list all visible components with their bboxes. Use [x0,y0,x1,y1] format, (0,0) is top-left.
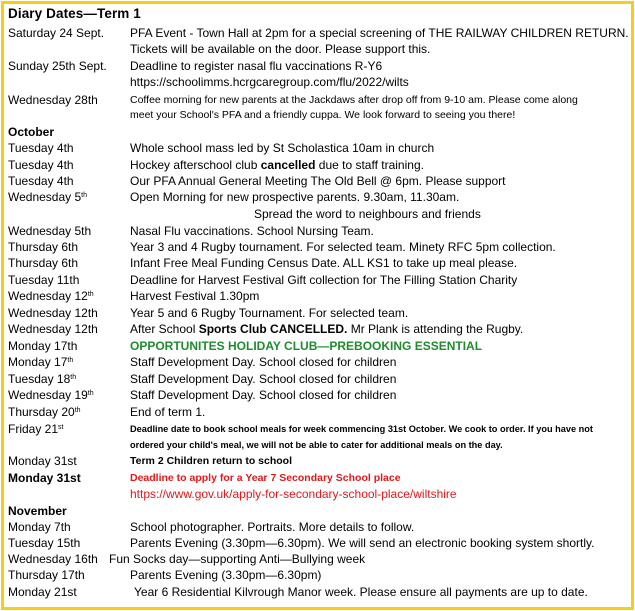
row-date: Saturday 24 Sept. [8,26,105,40]
row-event: Parents Evening (3.30pm—6.30pm) [130,568,322,582]
row-event-line2: ordered your child's meal, we will not be able to cater for additional meals on the day. [130,440,503,450]
row-event-part: due to staff training. [315,158,424,172]
row-event: Staff Development Day. School closed for children [130,388,397,402]
row-date-text: Wednesday 19 [8,388,88,402]
row-event-part: Hockey afterschool club [130,158,261,172]
row-event-line2: Spread the word to neighbours and friends [254,207,481,221]
row-date-text: Wednesday 12 [8,289,88,303]
row-date-text: Wednesday 5 [8,190,82,204]
row-event: Year 5 and 6 Rugby Tournament. For selected team. [130,306,409,320]
row-event: Coffee morning for new parents at the Jackdaws after drop off from 9-10 am. Please come along [130,94,578,106]
row-date: Sunday 25th Sept. [8,59,107,73]
row-event-part: Mr Plank is attending the Rugby. [347,322,524,336]
row-date [8,405,81,420]
row-date-text: Tuesday 18 [8,372,71,386]
diary-title: Diary Dates—Term 1 [8,6,141,21]
diary-dates-panel [1,1,634,610]
row-event: End of term 1. [130,405,206,419]
row-date: Wednesday 5th [8,224,92,238]
sports-club-cancelled: Sports Club CANCELLED. [198,322,348,336]
row-event: Parents Evening (3.30pm—6.30pm). We will send an electronic booking system shortly. [130,536,595,550]
row-date: Thursday 17th [8,568,85,582]
row-event: Staff Development Day. School closed for children [130,372,397,386]
row-date: Monday 21st [8,585,77,599]
row-event: Our PFA Annual General Meeting The Old Bell @ 6pm. Please support [130,174,506,188]
row-event [130,158,424,173]
row-date [8,190,87,205]
row-date: Monday 31st [8,471,81,485]
row-date-suffix: th [81,192,88,199]
row-date: Wednesday 12th [8,322,98,336]
section-heading-october: October [8,125,55,139]
section-heading-november: November [8,504,67,518]
row-date-suffix: th [67,357,74,364]
row-event: Nasal Flu vaccinations. School Nursing Team. [130,224,374,238]
row-date-suffix: th [87,291,94,298]
row-event: Deadline to register nasal flu vaccinations R-Y6 [130,59,383,73]
row-date: Tuesday 4th [8,141,74,155]
row-date [8,372,76,387]
row-date: Thursday 6th [8,256,79,270]
row-date: Tuesday 4th [8,174,74,188]
row-event: Open Morning for new prospective parents. 9.30am, 11.30am. [130,190,460,204]
secondary-school-link-text: https://www.gov.uk/apply-for-secondary-school-place/wiltshire [130,487,457,501]
flu-link-text: https://schoolimms.hcrgcaregroup.com/flu/2022/wilts [130,75,409,89]
row-event: Term 2 Children return to school [130,455,292,467]
row-event-line2: Tickets will be available on the door. Please support this. [130,42,431,56]
row-date: Tuesday 15th [8,536,81,550]
row-event-line2: meet your School's PFA and a friendly cuppa. We look forward to seeing you there! [130,109,516,121]
row-date: Monday 17th [8,339,78,353]
row-date-suffix: th [70,374,77,381]
row-event: Deadline date to book school meals for week commencing 31st October. We cook to order. If you have not [130,424,593,434]
row-event: School photographer. Portraits. More details to follow. [130,520,415,534]
row-date: Monday 7th [8,520,71,534]
row-date [8,388,94,403]
row-event: PFA Event - Town Hall at 2pm for a special screening of THE RAILWAY CHILDREN RETURN. [130,26,629,40]
cancelled-emphasis: cancelled [260,158,316,172]
row-date: Tuesday 11th [8,273,80,287]
row-event: Year 6 Residential Kilvrough Manor week. Please ensure all payments are up to date. [134,585,588,599]
row-date: Wednesday 16th [8,552,98,566]
row-date [8,289,94,304]
row-date-text: Thursday 20 [8,405,75,419]
row-date: Thursday 6th [8,240,79,254]
row-date-text: Monday 17 [8,355,68,369]
row-date [8,355,73,370]
row-event: Harvest Festival 1.30pm [130,289,260,303]
row-event: Infant Free Meal Funding Census Date. ALL KS1 to take up meal please. [130,256,518,270]
row-event: Fun Socks day—supporting Anti—Bullying week [109,552,366,566]
row-date: Wednesday 28th [8,93,98,107]
row-date [8,422,63,437]
secondary-deadline-notice: Deadline to apply for a Year 7 Secondary School place [130,472,401,484]
row-date-suffix: th [87,390,94,397]
row-event [130,322,523,337]
row-date: Monday 31st [8,454,77,468]
row-event: Year 3 and 4 Rugby tournament. For selected team. Minety RFC 5pm collection. [130,240,556,254]
row-date: Tuesday 4th [8,158,74,172]
row-date-text: Friday 21 [8,422,59,436]
row-date-suffix: st [58,424,64,431]
row-date-suffix: th [74,407,81,414]
row-event-part: After School [130,322,199,336]
row-event: Staff Development Day. School closed for children [130,355,397,369]
row-event: Whole school mass led by St Scholastica 10am in church [130,141,435,155]
row-date: Wednesday 12th [8,306,98,320]
row-event: Deadline for Harvest Festival Gift collection for The Filling Station Charity [130,273,518,287]
holiday-club-notice: OPPORTUNITES HOLIDAY CLUB—PREBOOKING ESSENTIAL [130,339,483,353]
